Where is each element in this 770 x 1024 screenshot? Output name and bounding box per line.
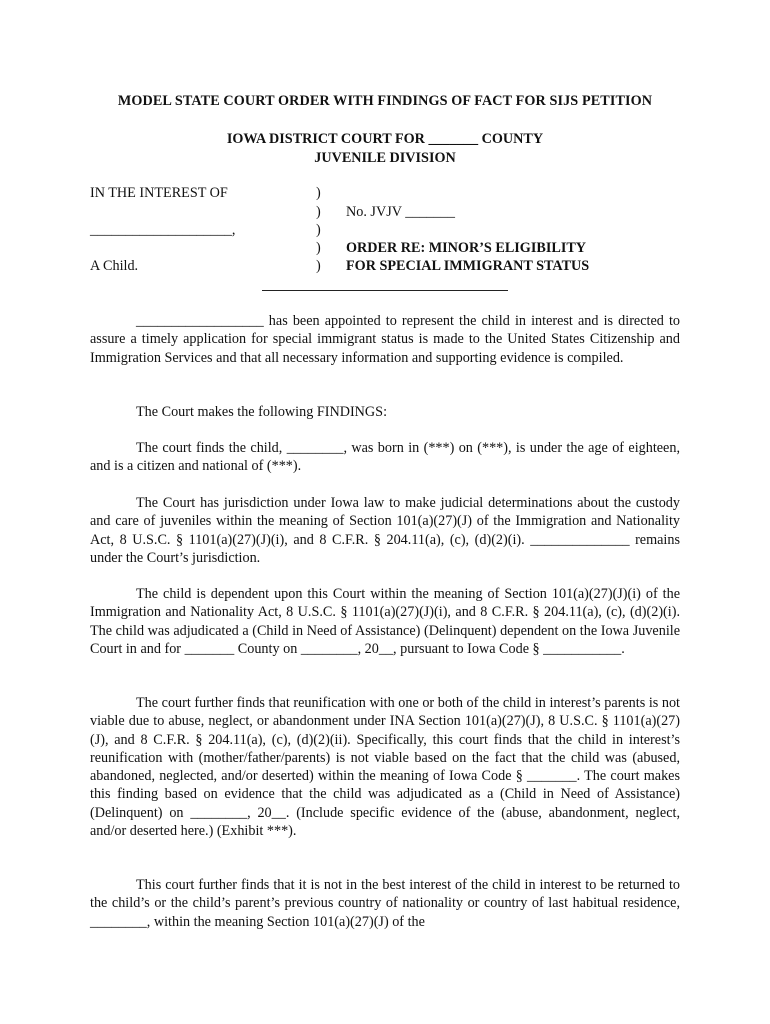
caption-in-interest: IN THE INTEREST OF: [90, 185, 228, 201]
paragraph-text: The child is dependent upon this Court within the meaning of Section 101(a)(27)(J)(i) of the Immigration and Nationality Act, 8 U.S.C. § 1101(a)(27)(J)(i), and 8 C.F.R. § 204.11(a), (c), (d)(2)(i). The child was adjudicated a (Child in Need of Assistance) (Delinquent) dependent on the Iowa Juvenile Court in and for _______ County on ________, 20__, pursuant to Iowa Code § ___________.: [90, 586, 680, 657]
caption-paren: ): [316, 185, 321, 201]
case-number: No. JVJV _______: [346, 204, 455, 220]
caption-paren: ): [316, 204, 321, 220]
caption-paren: ): [316, 222, 321, 238]
court-division: JUVENILE DIVISION: [314, 150, 456, 166]
paragraph-reunification: [90, 694, 680, 840]
paragraph-birth-finding: [90, 439, 680, 476]
court-heading: [0, 130, 770, 168]
paragraph-text: The court finds the child, ________, was born in (***) on (***), is under the age of eighteen, and is a citizen and national of (***).: [90, 440, 680, 475]
paragraph-dependency: [90, 585, 680, 658]
paragraph-appointment: [90, 312, 680, 367]
paragraph-jurisdiction: [90, 494, 680, 567]
court-name: IOWA DISTRICT COURT FOR _______ COUNTY: [226, 131, 544, 147]
paragraph-text: The court further finds that reunification with one or both of the child in interest’s parents is not viable due to abuse, neglect, or abandonment under INA Section 101(a)(27)(J), 8 U.S.C. § 1101(a)(27)(J), and 8 C.F.R. § 204.11(a), (c), (d)(2)(ii). Specifically, this court finds that the child in interest’s reunification with (mother/father/parents) is not viable based on the fact that the child was (abused, abandoned, neglected, and/or deserted) within the meaning of Iowa Code § _______. The court makes this finding based on evidence that the child was adjudicated as a (Child in Need of Assistance) (Delinquent) on ________, 20__. (Include specific evidence of the (abuse, abandonment, neglect, and/or deserted here.) (Exhibit ***).: [90, 695, 680, 840]
paragraph-text: __________________ has been appointed to represent the child in interest and is directed to assure a timely application for special immigrant status is made to the United States Citizenship and Immigration Services and that all necessary information and supporting evidence is compiled.: [90, 313, 680, 366]
caption-name-blank: ____________________,: [90, 222, 236, 238]
paragraph-text: The Court has jurisdiction under Iowa law to make judicial determinations about the custody and care of juveniles within the meaning of Section 101(a)(27)(J) of the Immigration and Nationality Act, 8 U.S.C. § 1101(a)(27)(J)(i), and 8 C.F.R. § 204.11(a), (c), (d)(2)(i). ______________ remains under the Court’s jurisdiction.: [90, 495, 680, 566]
paragraph-text: This court further finds that it is not in the best interest of the child in interest to be returned to the child’s or the child’s parent’s previous country of nationality or country of last habitual residence, ________, within the meaning Section 101(a)(27)(J) of the: [90, 877, 680, 930]
order-title-line2: FOR SPECIAL IMMIGRANT STATUS: [346, 258, 590, 274]
caption-a-child: A Child.: [90, 258, 139, 274]
caption-paren: ): [316, 240, 321, 256]
paragraph-best-interest: [90, 876, 680, 931]
order-title-line1: ORDER RE: MINOR’S ELIGIBILITY: [346, 240, 587, 256]
caption-divider: [262, 290, 508, 291]
paragraph-text: The Court makes the following FINDINGS:: [136, 404, 388, 420]
caption-paren: ): [316, 258, 321, 274]
document-title: MODEL STATE COURT ORDER WITH FINDINGS OF FACT FOR SIJS PETITION: [117, 93, 653, 109]
paragraph-findings-heading: [90, 403, 680, 421]
